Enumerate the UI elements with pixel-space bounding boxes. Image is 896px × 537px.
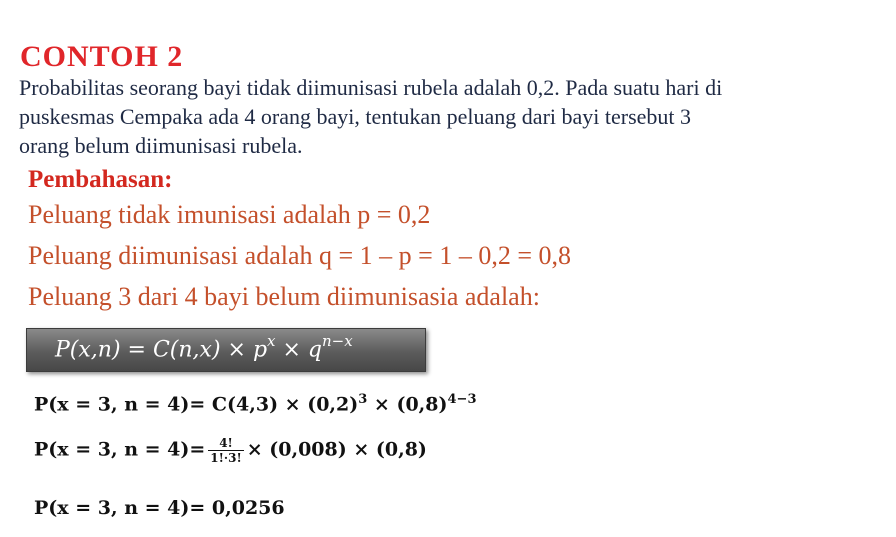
equation-2 (34, 436, 427, 465)
solution-line-question: Peluang 3 dari 4 bayi belum diimunisasia adalah: (28, 282, 540, 311)
equation-3-result: P(x = 3, n = 4)= 0,0256 (34, 497, 285, 519)
binomial-formula (55, 334, 353, 362)
formula-times-q: × q (275, 337, 323, 363)
solution-line-q: Peluang diimunisasi adalah q = 1 – p = 1 – 0,2 = 0,8 (28, 241, 571, 270)
equation-1 (34, 392, 476, 415)
problem-line: puskesmas Cempaka ada 4 orang bayi, tentukan peluang dari bayi tersebut 3 (19, 104, 692, 129)
pembahasan-heading: Pembahasan: (28, 166, 173, 193)
eq2-lhs: P(x = 3, n = 4)= (34, 438, 206, 461)
fraction-denominator: 1!·3! (210, 451, 242, 465)
solution-line-p: Peluang tidak imunisasi adalah p = 0,2 (28, 200, 431, 229)
formula-base: P(x,n) = C(n,x) × p (55, 337, 268, 363)
eq2-rhs: × (0,008) × (0,8) (246, 438, 427, 461)
eq1-exp2: 4−3 (447, 392, 477, 407)
formula-exp-x: x (267, 332, 276, 350)
eq1-lhs: P(x = 3, n = 4)= C(4,3) × (0,2) (34, 393, 359, 416)
fraction-numerator: 4! (208, 436, 243, 451)
example-title: CONTOH 2 (20, 40, 184, 73)
factorial-fraction (208, 436, 243, 465)
eq1-exp1: 3 (358, 392, 368, 407)
eq1-mid: × (0,8) (367, 393, 448, 416)
problem-statement (19, 73, 889, 160)
problem-line: Probabilitas seorang bayi tidak diimunisasi rubela adalah 0,2. Pada suatu hari di (19, 75, 723, 100)
formula-exp-nx: n−x (322, 332, 353, 350)
problem-line: orang belum diimunisasi rubela. (19, 133, 303, 158)
